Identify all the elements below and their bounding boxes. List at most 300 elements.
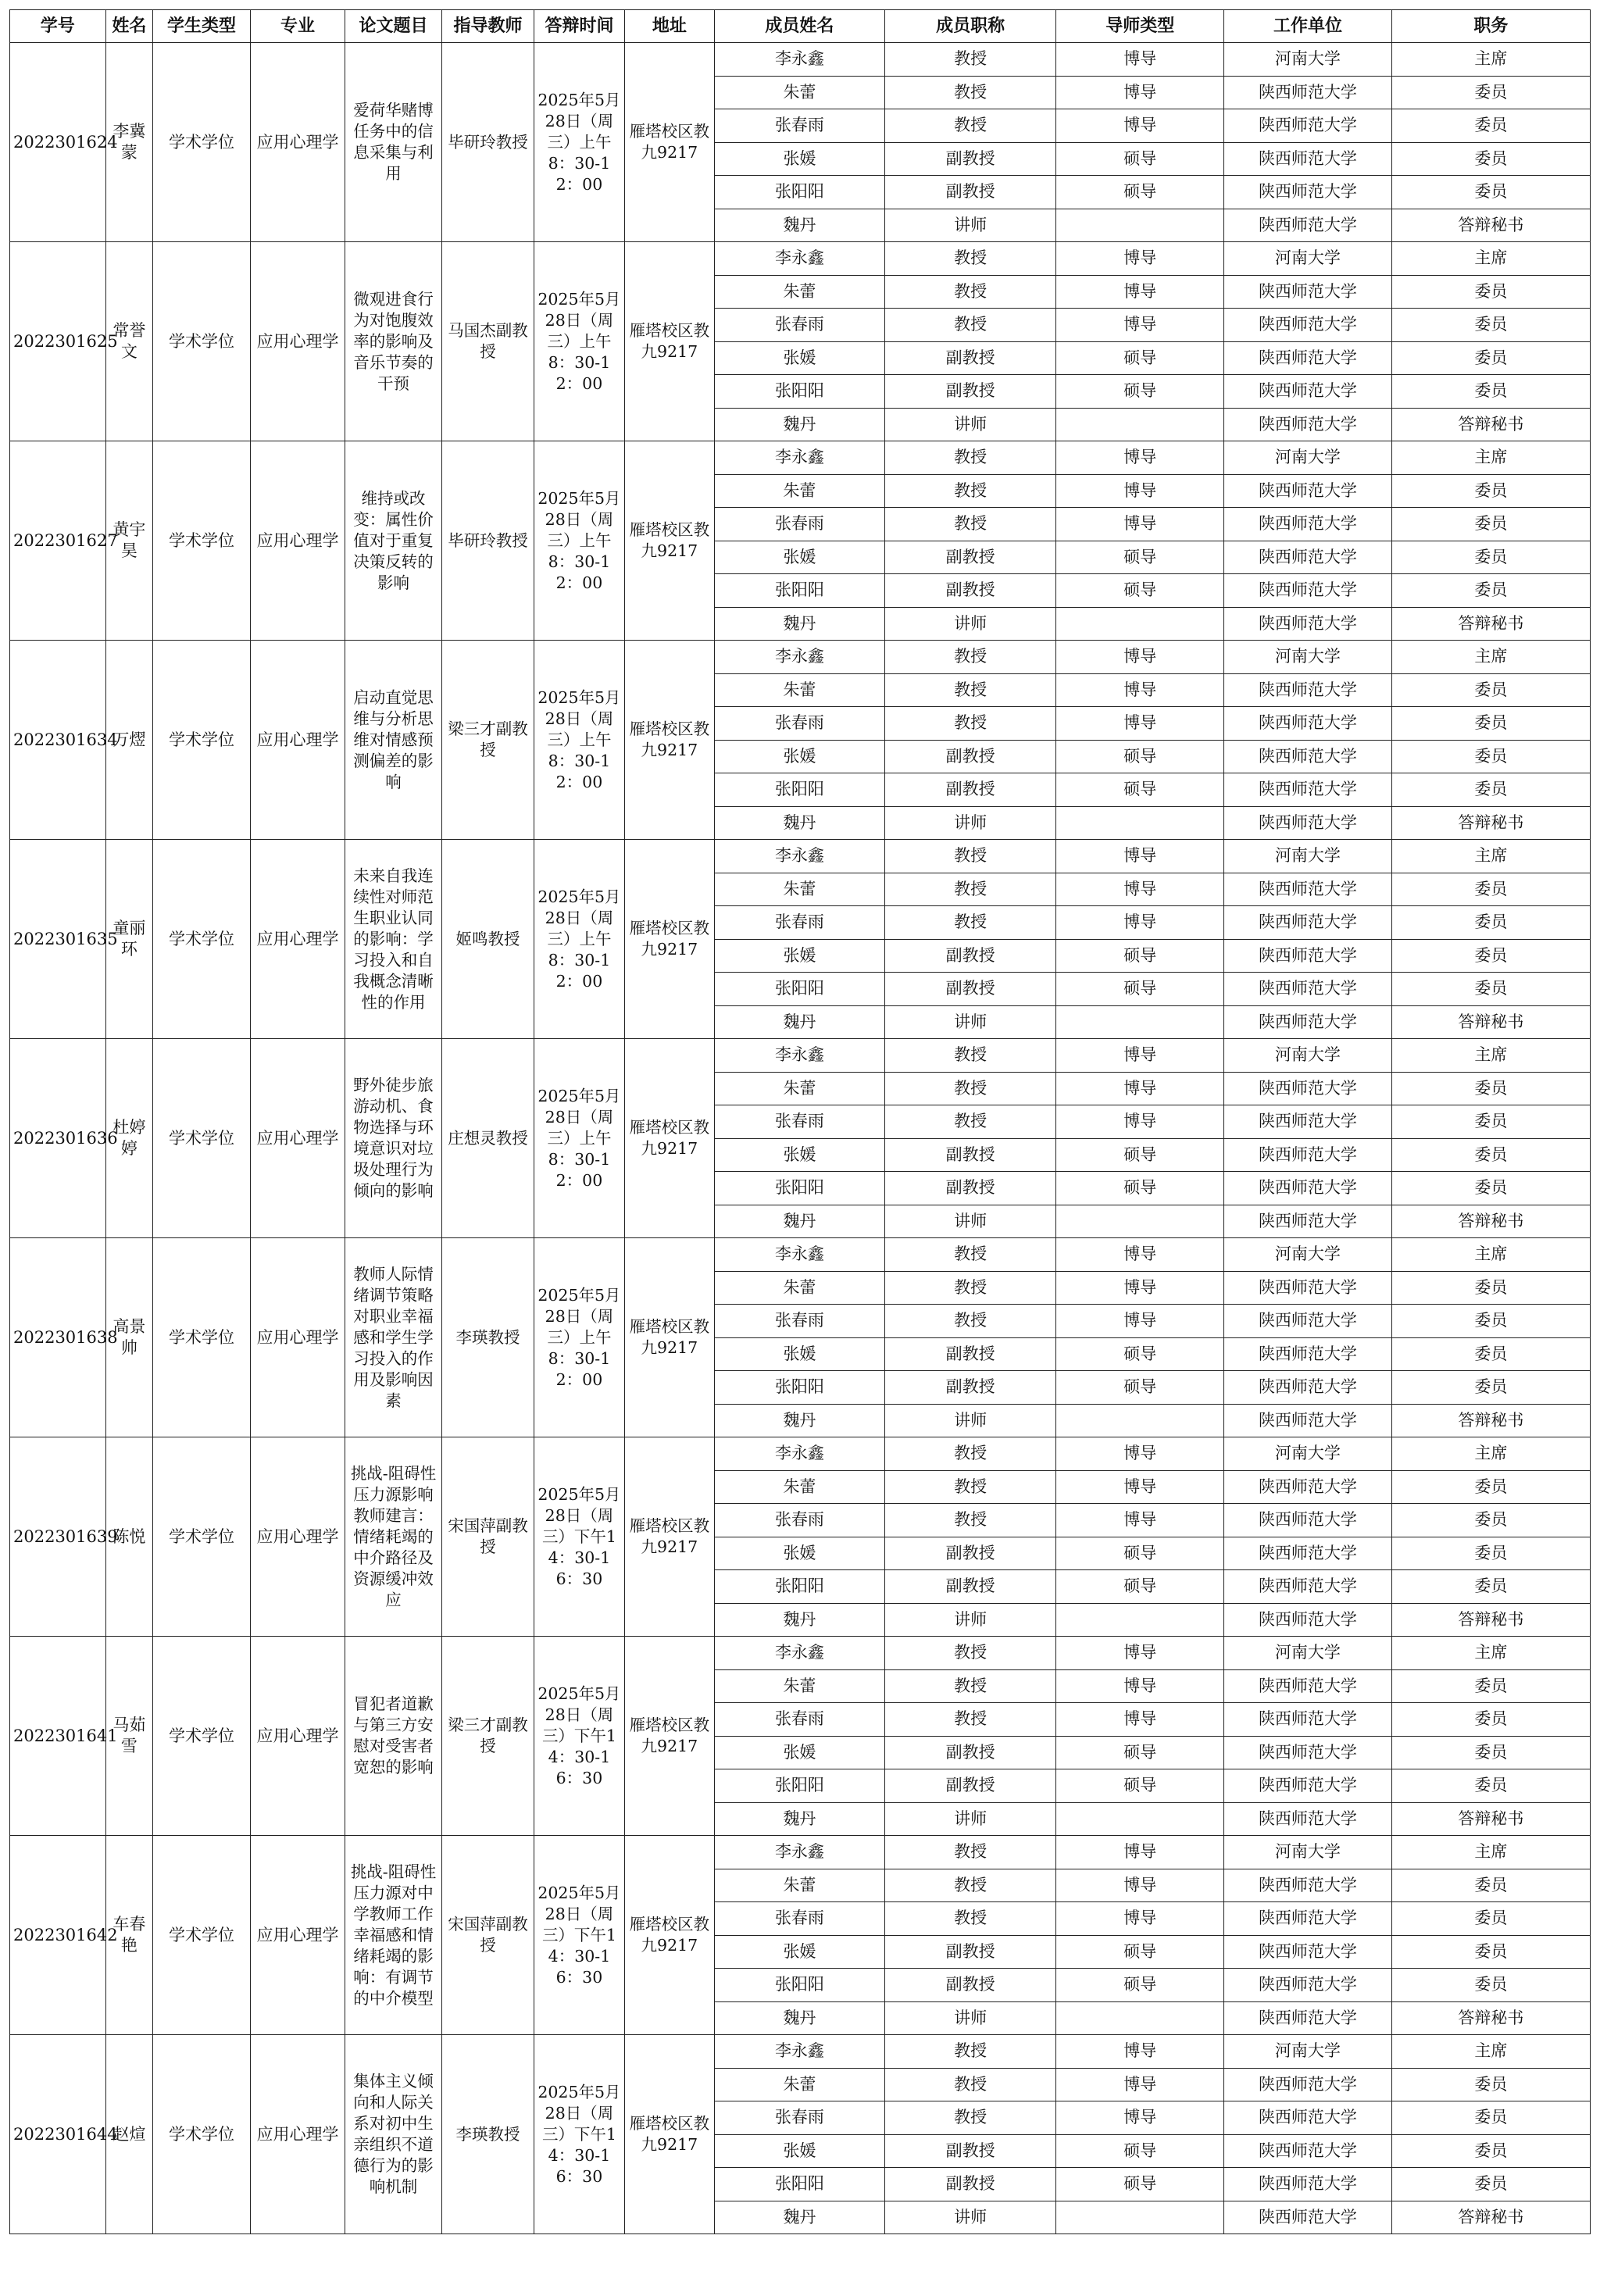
member-role: 委员 <box>1391 76 1590 109</box>
member-title: 教授 <box>884 1637 1056 1670</box>
member-role: 答辩秘书 <box>1391 607 1590 641</box>
member-title: 教授 <box>884 1504 1056 1537</box>
student-id: 2022301636 <box>10 1039 106 1238</box>
tutor-type: 博导 <box>1056 1437 1224 1471</box>
defense-time: 2025年5月28日（周三）上午8：30-12：00 <box>534 242 624 441</box>
member-title: 教授 <box>884 1271 1056 1305</box>
member-title: 副教授 <box>884 939 1056 973</box>
member-role: 答辩秘书 <box>1391 1802 1590 1836</box>
member-name: 朱蕾 <box>715 1669 885 1703</box>
student-type: 学术学位 <box>153 2035 251 2234</box>
member-name: 张阳阳 <box>715 176 885 209</box>
tutor-type <box>1056 1404 1224 1437</box>
member-title: 讲师 <box>884 1802 1056 1836</box>
tutor-type: 硕导 <box>1056 1969 1224 2002</box>
table-row <box>10 2035 1591 2069</box>
member-name: 朱蕾 <box>715 275 885 309</box>
member-role: 委员 <box>1391 541 1590 574</box>
work-unit: 河南大学 <box>1224 1238 1392 1272</box>
member-title: 副教授 <box>884 1371 1056 1405</box>
advisor: 毕研玲教授 <box>441 441 534 641</box>
work-unit: 陕西师范大学 <box>1224 1138 1392 1172</box>
tutor-type: 硕导 <box>1056 1172 1224 1205</box>
member-name: 李永鑫 <box>715 43 885 77</box>
member-name: 李永鑫 <box>715 1836 885 1869</box>
student-type: 学术学位 <box>153 441 251 641</box>
work-unit: 陕西师范大学 <box>1224 1769 1392 1803</box>
major: 应用心理学 <box>250 1637 345 1836</box>
address: 雁塔校区教九9217 <box>624 1238 714 1437</box>
member-title: 副教授 <box>884 1570 1056 1604</box>
member-name: 魏丹 <box>715 209 885 242</box>
defense-time: 2025年5月28日（周三）上午8：30-12：00 <box>534 1238 624 1437</box>
member-name: 魏丹 <box>715 2001 885 2035</box>
member-title: 副教授 <box>884 740 1056 773</box>
member-name: 张春雨 <box>715 1703 885 1737</box>
member-name: 张阳阳 <box>715 1769 885 1803</box>
member-role: 委员 <box>1391 176 1590 209</box>
work-unit: 陕西师范大学 <box>1224 2068 1392 2101</box>
work-unit: 河南大学 <box>1224 641 1392 674</box>
work-unit: 陕西师范大学 <box>1224 1902 1392 1936</box>
member-title: 副教授 <box>884 773 1056 807</box>
member-title: 副教授 <box>884 1337 1056 1371</box>
work-unit: 陕西师范大学 <box>1224 773 1392 807</box>
member-name: 张媛 <box>715 740 885 773</box>
work-unit: 河南大学 <box>1224 1836 1392 1869</box>
member-role: 委员 <box>1391 1172 1590 1205</box>
tutor-type <box>1056 1603 1224 1637</box>
advisor: 李瑛教授 <box>441 2035 534 2234</box>
thesis-title: 野外徒步旅游动机、食物选择与环境意识对垃圾处理行为倾向的影响 <box>345 1039 442 1238</box>
header-thesis: 论文题目 <box>345 10 442 43</box>
advisor: 马国杰副教授 <box>441 242 534 441</box>
member-role: 委员 <box>1391 1337 1590 1371</box>
thesis-title: 维持或改变：属性价值对于重复决策反转的影响 <box>345 441 442 641</box>
member-title: 讲师 <box>884 209 1056 242</box>
tutor-type <box>1056 1005 1224 1039</box>
advisor: 李瑛教授 <box>441 1238 534 1437</box>
member-title: 教授 <box>884 1669 1056 1703</box>
member-title: 副教授 <box>884 142 1056 176</box>
member-name: 张阳阳 <box>715 973 885 1006</box>
member-role: 答辩秘书 <box>1391 209 1590 242</box>
tutor-type: 硕导 <box>1056 142 1224 176</box>
header-name: 姓名 <box>105 10 153 43</box>
member-role: 委员 <box>1391 673 1590 707</box>
member-title: 副教授 <box>884 1172 1056 1205</box>
member-name: 朱蕾 <box>715 1271 885 1305</box>
work-unit: 陕西师范大学 <box>1224 1305 1392 1338</box>
work-unit: 陕西师范大学 <box>1224 1504 1392 1537</box>
work-unit: 陕西师范大学 <box>1224 474 1392 508</box>
tutor-type <box>1056 1205 1224 1238</box>
tutor-type: 博导 <box>1056 275 1224 309</box>
member-name: 张春雨 <box>715 508 885 541</box>
major: 应用心理学 <box>250 1836 345 2035</box>
work-unit: 陕西师范大学 <box>1224 109 1392 143</box>
header-address: 地址 <box>624 10 714 43</box>
header-major: 专业 <box>250 10 345 43</box>
thesis-title: 挑战-阻碍性压力源影响教师建言：情绪耗竭的中介路径及资源缓冲效应 <box>345 1437 442 1637</box>
member-role: 委员 <box>1391 1969 1590 2002</box>
student-type: 学术学位 <box>153 43 251 242</box>
work-unit: 陕西师范大学 <box>1224 1969 1392 2002</box>
student-name: 童丽环 <box>105 840 153 1039</box>
member-role: 委员 <box>1391 309 1590 342</box>
student-name: 赵煊 <box>105 2035 153 2234</box>
member-title: 副教授 <box>884 973 1056 1006</box>
tutor-type: 硕导 <box>1056 574 1224 608</box>
member-role: 答辩秘书 <box>1391 806 1590 840</box>
work-unit: 陕西师范大学 <box>1224 309 1392 342</box>
member-name: 张阳阳 <box>715 773 885 807</box>
member-title: 副教授 <box>884 341 1056 375</box>
member-role: 主席 <box>1391 441 1590 475</box>
tutor-type: 硕导 <box>1056 2134 1224 2168</box>
work-unit: 陕西师范大学 <box>1224 939 1392 973</box>
address: 雁塔校区教九9217 <box>624 1637 714 1836</box>
member-role: 答辩秘书 <box>1391 2001 1590 2035</box>
work-unit: 陕西师范大学 <box>1224 1703 1392 1737</box>
member-role: 主席 <box>1391 242 1590 276</box>
student-id: 2022301625 <box>10 242 106 441</box>
student-name: 万熤 <box>105 641 153 840</box>
member-name: 朱蕾 <box>715 1470 885 1504</box>
member-name: 张春雨 <box>715 707 885 741</box>
member-name: 魏丹 <box>715 1005 885 1039</box>
member-title: 讲师 <box>884 1205 1056 1238</box>
work-unit: 河南大学 <box>1224 441 1392 475</box>
tutor-type <box>1056 209 1224 242</box>
member-title: 副教授 <box>884 541 1056 574</box>
member-name: 李永鑫 <box>715 441 885 475</box>
work-unit: 陕西师范大学 <box>1224 1537 1392 1570</box>
work-unit: 陕西师范大学 <box>1224 673 1392 707</box>
member-name: 魏丹 <box>715 2201 885 2234</box>
member-name: 张阳阳 <box>715 2168 885 2201</box>
member-role: 委员 <box>1391 1703 1590 1737</box>
tutor-type: 博导 <box>1056 309 1224 342</box>
tutor-type: 博导 <box>1056 1072 1224 1105</box>
tutor-type: 博导 <box>1056 43 1224 77</box>
tutor-type: 博导 <box>1056 2101 1224 2135</box>
member-role: 答辩秘书 <box>1391 2201 1590 2234</box>
member-title: 讲师 <box>884 408 1056 441</box>
tutor-type: 硕导 <box>1056 375 1224 409</box>
member-name: 张阳阳 <box>715 1570 885 1604</box>
thesis-title: 微观进食行为对饱腹效率的影响及音乐节奏的干预 <box>345 242 442 441</box>
table-body <box>10 43 1591 2234</box>
work-unit: 陕西师范大学 <box>1224 1005 1392 1039</box>
work-unit: 陕西师范大学 <box>1224 707 1392 741</box>
member-role: 委员 <box>1391 1669 1590 1703</box>
member-name: 张媛 <box>715 541 885 574</box>
member-title: 讲师 <box>884 1404 1056 1437</box>
member-role: 答辩秘书 <box>1391 1205 1590 1238</box>
work-unit: 陕西师范大学 <box>1224 1570 1392 1604</box>
member-title: 教授 <box>884 1437 1056 1471</box>
student-id: 2022301639 <box>10 1437 106 1637</box>
major: 应用心理学 <box>250 43 345 242</box>
advisor: 宋国萍副教授 <box>441 1437 534 1637</box>
member-name: 魏丹 <box>715 1603 885 1637</box>
member-name: 张春雨 <box>715 906 885 940</box>
member-role: 委员 <box>1391 740 1590 773</box>
tutor-type: 博导 <box>1056 840 1224 873</box>
table-row <box>10 641 1591 674</box>
defense-time: 2025年5月28日（周三）上午8：30-12：00 <box>534 441 624 641</box>
tutor-type: 硕导 <box>1056 176 1224 209</box>
work-unit: 陕西师范大学 <box>1224 275 1392 309</box>
work-unit: 陕西师范大学 <box>1224 806 1392 840</box>
member-name: 朱蕾 <box>715 873 885 906</box>
member-title: 讲师 <box>884 2201 1056 2234</box>
member-name: 张媛 <box>715 1337 885 1371</box>
tutor-type: 博导 <box>1056 673 1224 707</box>
member-role: 委员 <box>1391 1371 1590 1405</box>
member-title: 讲师 <box>884 1603 1056 1637</box>
thesis-title: 冒犯者道歉与第三方安慰对受害者宽恕的影响 <box>345 1637 442 1836</box>
member-name: 张媛 <box>715 1138 885 1172</box>
advisor: 庄想灵教授 <box>441 1039 534 1238</box>
tutor-type: 博导 <box>1056 1238 1224 1272</box>
work-unit: 陕西师范大学 <box>1224 740 1392 773</box>
member-role: 答辩秘书 <box>1391 1603 1590 1637</box>
student-name: 李冀蒙 <box>105 43 153 242</box>
member-role: 主席 <box>1391 1039 1590 1073</box>
work-unit: 陕西师范大学 <box>1224 1105 1392 1139</box>
header-member-title: 成员职称 <box>884 10 1056 43</box>
member-name: 张阳阳 <box>715 1172 885 1205</box>
member-role: 委员 <box>1391 2068 1590 2101</box>
tutor-type <box>1056 1802 1224 1836</box>
tutor-type: 硕导 <box>1056 1570 1224 1604</box>
student-id: 2022301641 <box>10 1637 106 1836</box>
tutor-type: 博导 <box>1056 1504 1224 1537</box>
member-role: 委员 <box>1391 707 1590 741</box>
thesis-title: 启动直觉思维与分析思维对情感预测偏差的影响 <box>345 641 442 840</box>
tutor-type: 博导 <box>1056 1669 1224 1703</box>
tutor-type <box>1056 408 1224 441</box>
tutor-type: 硕导 <box>1056 973 1224 1006</box>
table-row <box>10 441 1591 475</box>
member-name: 张春雨 <box>715 1504 885 1537</box>
member-name: 张媛 <box>715 341 885 375</box>
member-title: 教授 <box>884 1703 1056 1737</box>
thesis-title: 爱荷华赌博任务中的信息采集与利用 <box>345 43 442 242</box>
tutor-type: 博导 <box>1056 641 1224 674</box>
tutor-type <box>1056 2001 1224 2035</box>
major: 应用心理学 <box>250 1238 345 1437</box>
member-title: 教授 <box>884 242 1056 276</box>
header-role: 职务 <box>1391 10 1590 43</box>
member-role: 委员 <box>1391 1305 1590 1338</box>
member-role: 委员 <box>1391 375 1590 409</box>
work-unit: 陕西师范大学 <box>1224 76 1392 109</box>
tutor-type: 硕导 <box>1056 1537 1224 1570</box>
student-type: 学术学位 <box>153 242 251 441</box>
member-title: 教授 <box>884 43 1056 77</box>
work-unit: 陕西师范大学 <box>1224 2168 1392 2201</box>
tutor-type: 硕导 <box>1056 1736 1224 1769</box>
work-unit: 河南大学 <box>1224 2035 1392 2069</box>
work-unit: 陕西师范大学 <box>1224 341 1392 375</box>
thesis-title: 未来自我连续性对师范生职业认同的影响：学习投入和自我概念清晰性的作用 <box>345 840 442 1039</box>
student-type: 学术学位 <box>153 641 251 840</box>
work-unit: 陕西师范大学 <box>1224 408 1392 441</box>
work-unit: 陕西师范大学 <box>1224 142 1392 176</box>
tutor-type: 博导 <box>1056 441 1224 475</box>
member-name: 张媛 <box>715 1537 885 1570</box>
address: 雁塔校区教九9217 <box>624 441 714 641</box>
student-type: 学术学位 <box>153 1836 251 2035</box>
member-title: 教授 <box>884 474 1056 508</box>
member-name: 魏丹 <box>715 607 885 641</box>
work-unit: 陕西师范大学 <box>1224 541 1392 574</box>
tutor-type: 硕导 <box>1056 740 1224 773</box>
member-role: 委员 <box>1391 939 1590 973</box>
member-role: 委员 <box>1391 906 1590 940</box>
work-unit: 陕西师范大学 <box>1224 2101 1392 2135</box>
member-title: 教授 <box>884 1039 1056 1073</box>
work-unit: 河南大学 <box>1224 840 1392 873</box>
member-title: 教授 <box>884 873 1056 906</box>
member-role: 委员 <box>1391 1769 1590 1803</box>
address: 雁塔校区教九9217 <box>624 242 714 441</box>
table-row <box>10 1437 1591 1471</box>
work-unit: 陕西师范大学 <box>1224 574 1392 608</box>
member-name: 魏丹 <box>715 1404 885 1437</box>
member-role: 主席 <box>1391 43 1590 77</box>
member-title: 教授 <box>884 2068 1056 2101</box>
tutor-type <box>1056 806 1224 840</box>
tutor-type: 博导 <box>1056 242 1224 276</box>
work-unit: 陕西师范大学 <box>1224 607 1392 641</box>
member-name: 张阳阳 <box>715 1969 885 2002</box>
member-name: 朱蕾 <box>715 2068 885 2101</box>
header-advisor: 指导教师 <box>441 10 534 43</box>
tutor-type: 硕导 <box>1056 1371 1224 1405</box>
defense-time: 2025年5月28日（周三）下午14：30-16：30 <box>534 1836 624 2035</box>
member-role: 委员 <box>1391 1072 1590 1105</box>
member-title: 副教授 <box>884 1769 1056 1803</box>
major: 应用心理学 <box>250 1437 345 1637</box>
tutor-type: 硕导 <box>1056 341 1224 375</box>
address: 雁塔校区教九9217 <box>624 2035 714 2234</box>
work-unit: 陕西师范大学 <box>1224 1371 1392 1405</box>
work-unit: 陕西师范大学 <box>1224 1404 1392 1437</box>
work-unit: 陕西师范大学 <box>1224 1172 1392 1205</box>
tutor-type: 博导 <box>1056 873 1224 906</box>
member-title: 教授 <box>884 1470 1056 1504</box>
member-role: 委员 <box>1391 1138 1590 1172</box>
member-role: 主席 <box>1391 641 1590 674</box>
student-id: 2022301638 <box>10 1238 106 1437</box>
member-title: 讲师 <box>884 607 1056 641</box>
tutor-type: 硕导 <box>1056 1769 1224 1803</box>
member-role: 答辩秘书 <box>1391 408 1590 441</box>
tutor-type: 硕导 <box>1056 2168 1224 2201</box>
tutor-type: 博导 <box>1056 1836 1224 1869</box>
member-role: 委员 <box>1391 275 1590 309</box>
member-title: 副教授 <box>884 176 1056 209</box>
student-id: 2022301624 <box>10 43 106 242</box>
address: 雁塔校区教九9217 <box>624 43 714 242</box>
member-role: 委员 <box>1391 574 1590 608</box>
member-role: 委员 <box>1391 1105 1590 1139</box>
address: 雁塔校区教九9217 <box>624 1437 714 1637</box>
member-name: 李永鑫 <box>715 1437 885 1471</box>
member-name: 张春雨 <box>715 2101 885 2135</box>
member-name: 朱蕾 <box>715 1869 885 1902</box>
member-title: 教授 <box>884 2035 1056 2069</box>
tutor-type: 硕导 <box>1056 1935 1224 1969</box>
member-name: 李永鑫 <box>715 840 885 873</box>
member-name: 李永鑫 <box>715 242 885 276</box>
work-unit: 陕西师范大学 <box>1224 1935 1392 1969</box>
member-role: 主席 <box>1391 1238 1590 1272</box>
member-title: 教授 <box>884 673 1056 707</box>
major: 应用心理学 <box>250 1039 345 1238</box>
address: 雁塔校区教九9217 <box>624 1039 714 1238</box>
student-name: 车春艳 <box>105 1836 153 2035</box>
address: 雁塔校区教九9217 <box>624 641 714 840</box>
student-type: 学术学位 <box>153 1437 251 1637</box>
member-name: 李永鑫 <box>715 1039 885 1073</box>
member-title: 教授 <box>884 309 1056 342</box>
advisor: 宋国萍副教授 <box>441 1836 534 2035</box>
member-name: 朱蕾 <box>715 76 885 109</box>
member-role: 委员 <box>1391 508 1590 541</box>
work-unit: 陕西师范大学 <box>1224 1072 1392 1105</box>
member-name: 张阳阳 <box>715 375 885 409</box>
member-role: 委员 <box>1391 142 1590 176</box>
member-title: 教授 <box>884 1869 1056 1902</box>
work-unit: 陕西师范大学 <box>1224 2134 1392 2168</box>
member-name: 张媛 <box>715 1935 885 1969</box>
work-unit: 陕西师范大学 <box>1224 1337 1392 1371</box>
tutor-type: 博导 <box>1056 1271 1224 1305</box>
member-role: 委员 <box>1391 1902 1590 1936</box>
member-title: 讲师 <box>884 2001 1056 2035</box>
tutor-type: 博导 <box>1056 906 1224 940</box>
member-role: 委员 <box>1391 1537 1590 1570</box>
member-name: 张春雨 <box>715 109 885 143</box>
work-unit: 陕西师范大学 <box>1224 2201 1392 2234</box>
member-title: 教授 <box>884 707 1056 741</box>
member-name: 张媛 <box>715 142 885 176</box>
member-title: 副教授 <box>884 2134 1056 2168</box>
work-unit: 陕西师范大学 <box>1224 873 1392 906</box>
tutor-type: 博导 <box>1056 1902 1224 1936</box>
member-role: 答辩秘书 <box>1391 1404 1590 1437</box>
member-title: 教授 <box>884 641 1056 674</box>
member-name: 张媛 <box>715 939 885 973</box>
member-role: 委员 <box>1391 1470 1590 1504</box>
member-title: 教授 <box>884 1105 1056 1139</box>
member-role: 委员 <box>1391 773 1590 807</box>
member-title: 副教授 <box>884 375 1056 409</box>
table-row <box>10 840 1591 873</box>
student-name: 黄宇昊 <box>105 441 153 641</box>
tutor-type: 博导 <box>1056 76 1224 109</box>
work-unit: 陕西师范大学 <box>1224 1869 1392 1902</box>
tutor-type: 博导 <box>1056 1039 1224 1073</box>
tutor-type: 硕导 <box>1056 773 1224 807</box>
member-name: 朱蕾 <box>715 673 885 707</box>
member-title: 教授 <box>884 76 1056 109</box>
